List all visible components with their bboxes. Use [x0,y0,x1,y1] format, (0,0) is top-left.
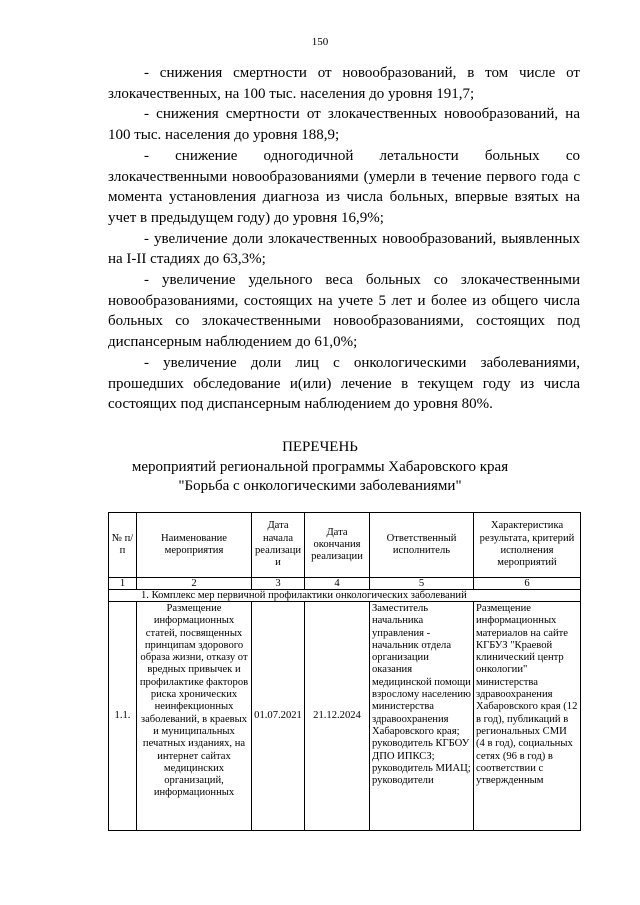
paragraph: - увеличение доли лиц с онкологическими заболеваниями, прошедших обследование и(или) лечение в текущем году из числа состоящих под диспансерным наблюдением до уровня 80%. [108,354,580,413]
title-subheading: мероприятий региональной программы Хабаровского края [131,458,509,475]
paragraph: - увеличение доли злокачественных новообразований, выявленных на I-II стадиях до 63,3%; [108,230,580,268]
page-number: 150 [311,36,329,48]
header-cell: Дата окончания реализации [305,513,370,578]
column-number-row [109,578,581,590]
result-characteristic: Размещение информационных материалов на сайте КГБУЗ "Краевой клинический центр онкологии" министерства здравоохранения Хабаровского края (12 в год), публикаций в региональных СМИ (4 в год), социальных сетях (96 в год) в соответствии с утвержденным [474,602,581,831]
row-number: 1.1. [109,602,137,831]
paragraph: - снижения смертности от злокачественных новообразований, на 100 тыс. населения до уровня 188,9; [108,106,580,144]
responsible-executor: Заместитель начальника управления - начальник отдела организации оказания медицинской помощи взрослому населению министерства здравоохранения Хабаровского края; руководитель КГБОУ ДПО ИПКСЗ; руководитель МИАЦ; руководители [370,602,474,831]
column-number: 3 [252,578,305,590]
measures-table [108,512,581,831]
column-number: 4 [305,578,370,590]
end-date: 21.12.2024 [305,602,370,831]
body-text [108,63,580,415]
start-date: 01.07.2021 [252,602,305,831]
table-row [109,602,581,831]
paragraph: - увеличение удельного веса больных со злокачественными новообразованиями, состоящих на учете 5 лет и более из общего числа больных со злокачественными новообразованиями, состоящих под диспансерным наблюдением до 61,0%; [108,272,580,351]
title-heading: ПЕРЕЧЕНЬ [282,439,358,455]
column-number: 6 [474,578,581,590]
title-program-name: "Борьба с онкологическими заболеваниями" [178,478,462,494]
table-header-row [109,513,581,578]
measure-name: Размещение информационных статей, посвященных принципам здорового образа жизни, отказу от вредных привычек и профилактике факторов риска хронических неинфекционных заболеваний, в краевых и муниципальных печатных изданиях, на интернет сайтах медицинских организаций, информационных [137,602,252,831]
column-number: 1 [109,578,137,590]
header-cell: Дата начала реализаци и [252,513,305,578]
header-cell: Ответственный исполнитель [370,513,474,578]
column-number: 2 [137,578,252,590]
document-title [0,438,640,497]
paragraph: - снижение одногодичной летальности больных со злокачественными новообразованиями (умерли в течение первого года с момента установления диагноза из числа больных, впервые взятых на учет в предыдущем году) до уровня 16,9%; [108,147,580,226]
paragraph: - снижения смертности от новообразований, в том числе от злокачественных, на 100 тыс. населения до уровня 191,7; [108,65,580,102]
column-number: 5 [370,578,474,590]
header-cell: Характеристика результата, критерий исполнения мероприятий [474,513,581,578]
section-row [109,590,581,602]
section-title: 1. Комплекс мер первичной профилактики онкологических заболеваний [109,590,581,602]
header-cell: Наименование мероприятия [137,513,252,578]
header-cell: № п/п [109,513,137,578]
